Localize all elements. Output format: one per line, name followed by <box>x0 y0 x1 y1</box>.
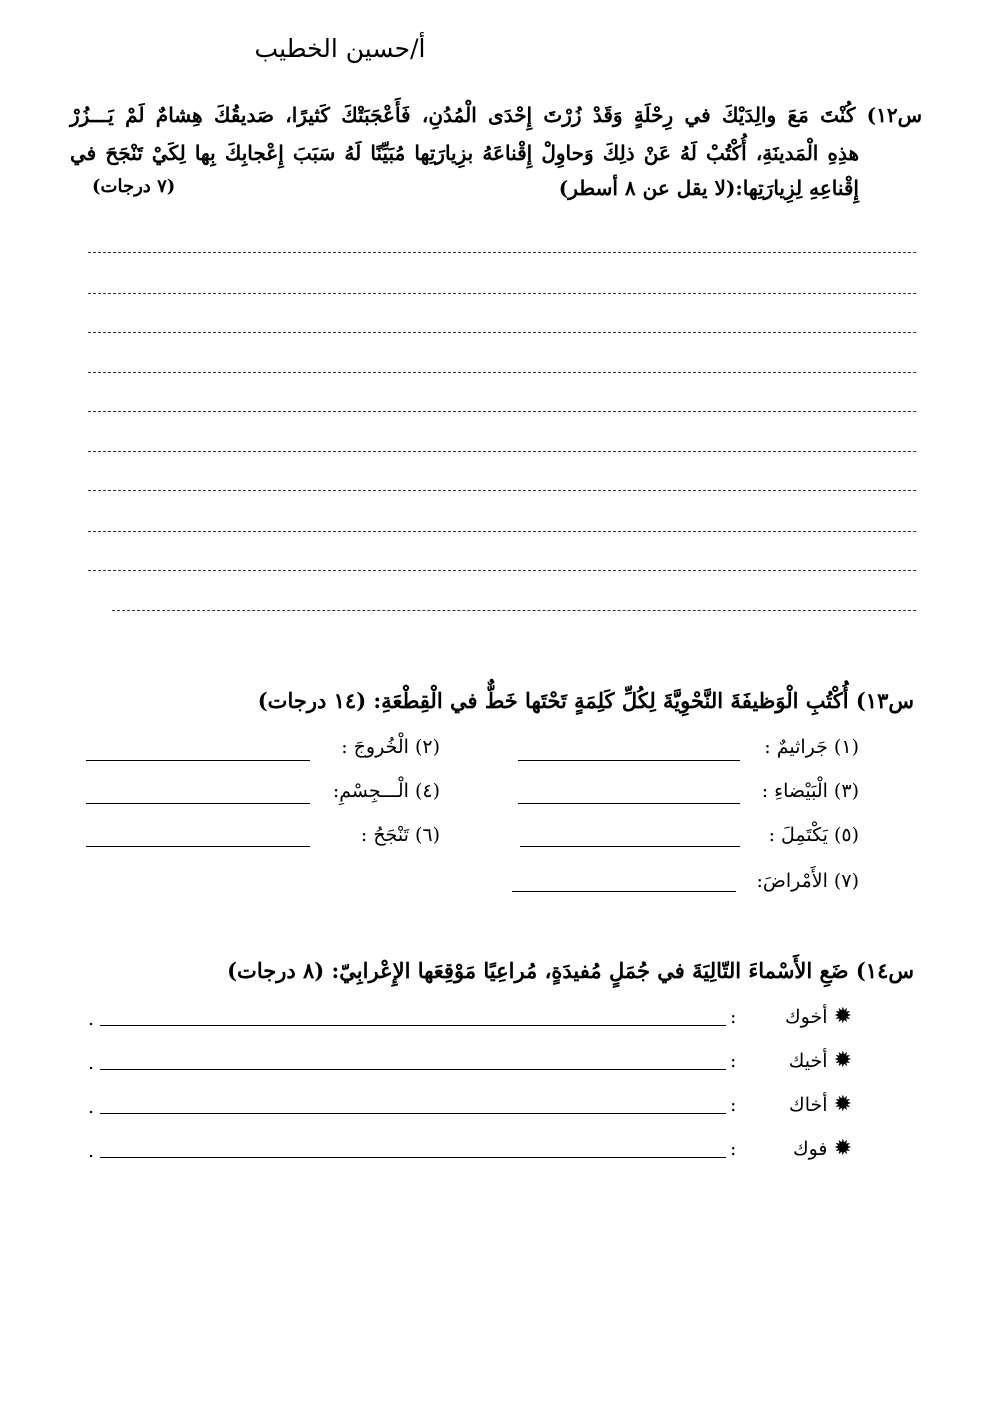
q14-answer-1[interactable] <box>100 1025 726 1026</box>
q13-answer-1[interactable] <box>518 760 740 761</box>
q14-colon: : <box>730 1050 737 1072</box>
answer-line[interactable] <box>112 610 916 611</box>
q14-word-label: أخوك <box>785 1006 828 1028</box>
q14-period: . <box>88 1052 95 1074</box>
q14-word-2 <box>789 1048 852 1073</box>
q14-answer-4[interactable] <box>100 1157 726 1158</box>
q14-colon: : <box>730 1138 737 1160</box>
q13-answer-4[interactable] <box>86 803 310 804</box>
q13-item-7: (٧) الأَمْراضَ: <box>756 870 859 892</box>
answer-line[interactable] <box>88 332 916 333</box>
q13-answer-7[interactable] <box>512 891 736 892</box>
q13-item-1: (١) جَراثيمٌ : <box>764 736 859 758</box>
q12-marks: (٧ درجات) <box>92 176 176 197</box>
q13-heading: س١٣) أُكْتُبِ الْوَظيفَةَ النَّحْوِيَّةَ لِكُلِّ كَلِمَةٍ تَحْتَها خَطٌّ في الْقِطْعَةِ: (١٤ درجات) <box>257 688 914 713</box>
q13-item-6: (٦) تَنْجَحُ : <box>360 824 440 846</box>
q14-word-label: فوك <box>792 1138 828 1160</box>
q14-period: . <box>88 1096 95 1118</box>
q13-answer-2[interactable] <box>86 760 310 761</box>
q12-prompt-line-3: إِقْناعِهِ لِزِيارَتِها:(لا يقل عن ٨ أسطر) <box>558 176 859 200</box>
q14-heading: س١٤) ضَعِ الأَسْماءَ التّالِيَةَ في جُمَلٍ مُفيدَةٍ، مُراعِيًا مَوْقِعَها الإِعْرابِيّ: (٨ درجات) <box>227 958 914 983</box>
q14-word-label: أخيك <box>788 1050 828 1072</box>
answer-line[interactable] <box>88 451 916 452</box>
q13-answer-3[interactable] <box>518 803 740 804</box>
answer-line[interactable] <box>88 411 916 412</box>
q14-word-label: أخاك <box>789 1094 828 1116</box>
q14-period: . <box>88 1008 95 1030</box>
q12-prompt-line-2: هذِهِ الْمَدينَةِ، أُكْتُبْ لَهُ عَنْ ذلِكَ وَحاوِلْ إِقْناعَهُ بزِيارَتِها مُبَيِّنًا لَهُ سَبَبَ إِعْجابِكَ بِها لِكَيْ تَنْجَحَ في <box>70 141 859 165</box>
star-bullet-icon: ✹ <box>833 1004 852 1029</box>
answer-line[interactable] <box>88 293 916 294</box>
q14-colon: : <box>730 1006 737 1028</box>
answer-line[interactable] <box>88 531 916 532</box>
author-name: أ/حسين الخطيب <box>254 34 426 63</box>
q13-answer-5[interactable] <box>520 846 740 847</box>
q14-answer-3[interactable] <box>100 1113 726 1114</box>
q13-item-5: (٥) يَكْتَمِلَ : <box>768 824 859 846</box>
q14-answer-2[interactable] <box>100 1069 726 1070</box>
q13-item-3: (٣) الْبَيْضاءِ : <box>761 780 859 802</box>
q14-word-1 <box>785 1004 852 1029</box>
answer-line[interactable] <box>88 570 916 571</box>
star-bullet-icon: ✹ <box>833 1048 852 1073</box>
answer-line[interactable] <box>88 490 916 491</box>
q13-item-4: (٤) الْـــجِسْمِ: <box>332 780 440 802</box>
q13-answer-6[interactable] <box>86 846 310 847</box>
q14-colon: : <box>730 1094 737 1116</box>
q14-period: . <box>88 1140 95 1162</box>
star-bullet-icon: ✹ <box>833 1092 852 1117</box>
answer-line[interactable] <box>88 252 916 253</box>
star-bullet-icon: ✹ <box>833 1136 852 1161</box>
q13-item-2: (٢) الْخُروجَ : <box>341 736 440 758</box>
q12-prompt-line-1: س١٢) كُنْتَ مَعَ والِدَيْكَ في رِحْلَةٍ وَقَدْ زُرْتَ إِحْدَى الْمُدُنِ، فَأَعْجَبَتْكَ كَثيرًا، صَديقُكَ هِشامٌ لَمْ يَـــزُرْ <box>70 103 922 127</box>
q14-word-4 <box>793 1136 852 1161</box>
answer-line[interactable] <box>88 372 916 373</box>
q14-word-3 <box>789 1092 852 1117</box>
